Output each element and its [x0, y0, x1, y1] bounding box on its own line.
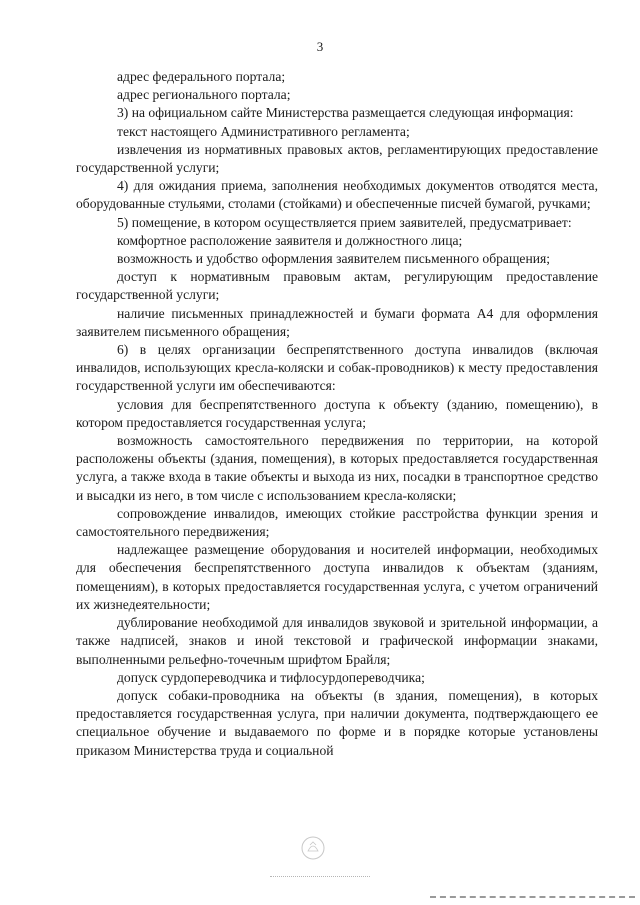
paragraph-federal-portal-address: адрес федерального портала;	[117, 69, 286, 84]
paragraph-legal-access: доступ к нормативным правовым актам, регулирующим предоставление государственной услуги;	[76, 269, 598, 303]
paragraph-ministry-website: 3) на официальном сайте Министерства размещается следующая информация:	[117, 105, 574, 121]
paragraph-disabled-access: 6) в целях организации беспрепятственного доступа инвалидов (включая инвалидов, использующих кресла-коляски и собак-проводников) к месту предоставления государственной услуги им обеспечиваются:	[76, 342, 598, 394]
paragraph-sign-interpreter: допуск сурдопереводчика и тифлосурдопереводчика;	[117, 669, 425, 685]
paragraph-legal-extracts: извлечения из нормативных правовых актов, регламентирующих предоставление государственной услуги;	[76, 141, 598, 176]
paragraph-regional-portal-address: адрес регионального портала;	[117, 87, 291, 103]
footer-dashed-rule	[430, 896, 635, 898]
paragraph-braille-duplication: дублирование необходимой для инвалидов звуковой и зрительной информации, а также надписей, знаков и иной текстовой и графической информации знаками, выполненными рельефно-точечным шрифтом Брайля;	[76, 615, 598, 667]
page-number: 3	[316, 39, 324, 54]
paragraph-waiting-area: 4) для ожидания приема, заполнения необходимых документов отводятся места, оборудованные стульями, столами (стойками) и обеспеченные писчей бумагой, ручками;	[76, 178, 598, 212]
emblem-seal-icon	[300, 835, 326, 861]
paragraph-equipment-placement: надлежащее размещение оборудования и носителей информации, необходимых для обеспечения беспрепятственного доступа инвалидов к объектам (зданиям, помещениям), в которых предоставляется государственная услуга, с учетом ограничений их жизнедеятельности;	[76, 542, 598, 612]
paragraph-unobstructed-access: условия для беспрепятственного доступа к объекту (зданию, помещению), в котором предоставляется государственная услуга;	[76, 396, 598, 430]
paragraph-writing-supplies: наличие письменных принадлежностей и бумаги формата А4 для оформления заявителем письменного обращения;	[76, 305, 598, 339]
paragraph-reception-room: 5) помещение, в котором осуществляется прием заявителей, предусматривает:	[117, 214, 572, 230]
paragraph-comfortable-placement: комфортное расположение заявителя и должностного лица;	[117, 232, 463, 248]
paragraph-written-appeal: возможность и удобство оформления заявителем письменного обращения;	[117, 251, 551, 267]
document-body	[76, 68, 598, 760]
paragraph-guide-dog: допуск собаки-проводника на объекты (в здания, помещения), в которых предоставляется государственная услуга, при наличии документа, подтверждающего ее специальное обучение и выдаваемого по форме и в порядке которые установлены приказом Министерства труда и социальной	[76, 687, 598, 758]
paragraph-independent-movement: возможность самостоятельного передвижения по территории, на которой расположены объекты (здания, помещения), в которых предоставляется государственная услуга, а также входа в такие объекты и выхода из них, посадки в транспортное средство и высадки из него, в том числе с использованием кресла-коляски;	[76, 433, 598, 503]
paragraph-escort: сопровождение инвалидов, имеющих стойкие расстройства функции зрения и самостоятельного передвижения;	[76, 505, 598, 540]
footer-faint-rule	[270, 876, 370, 877]
paragraph-regulation-text: текст настоящего Административного регламента;	[117, 123, 410, 139]
